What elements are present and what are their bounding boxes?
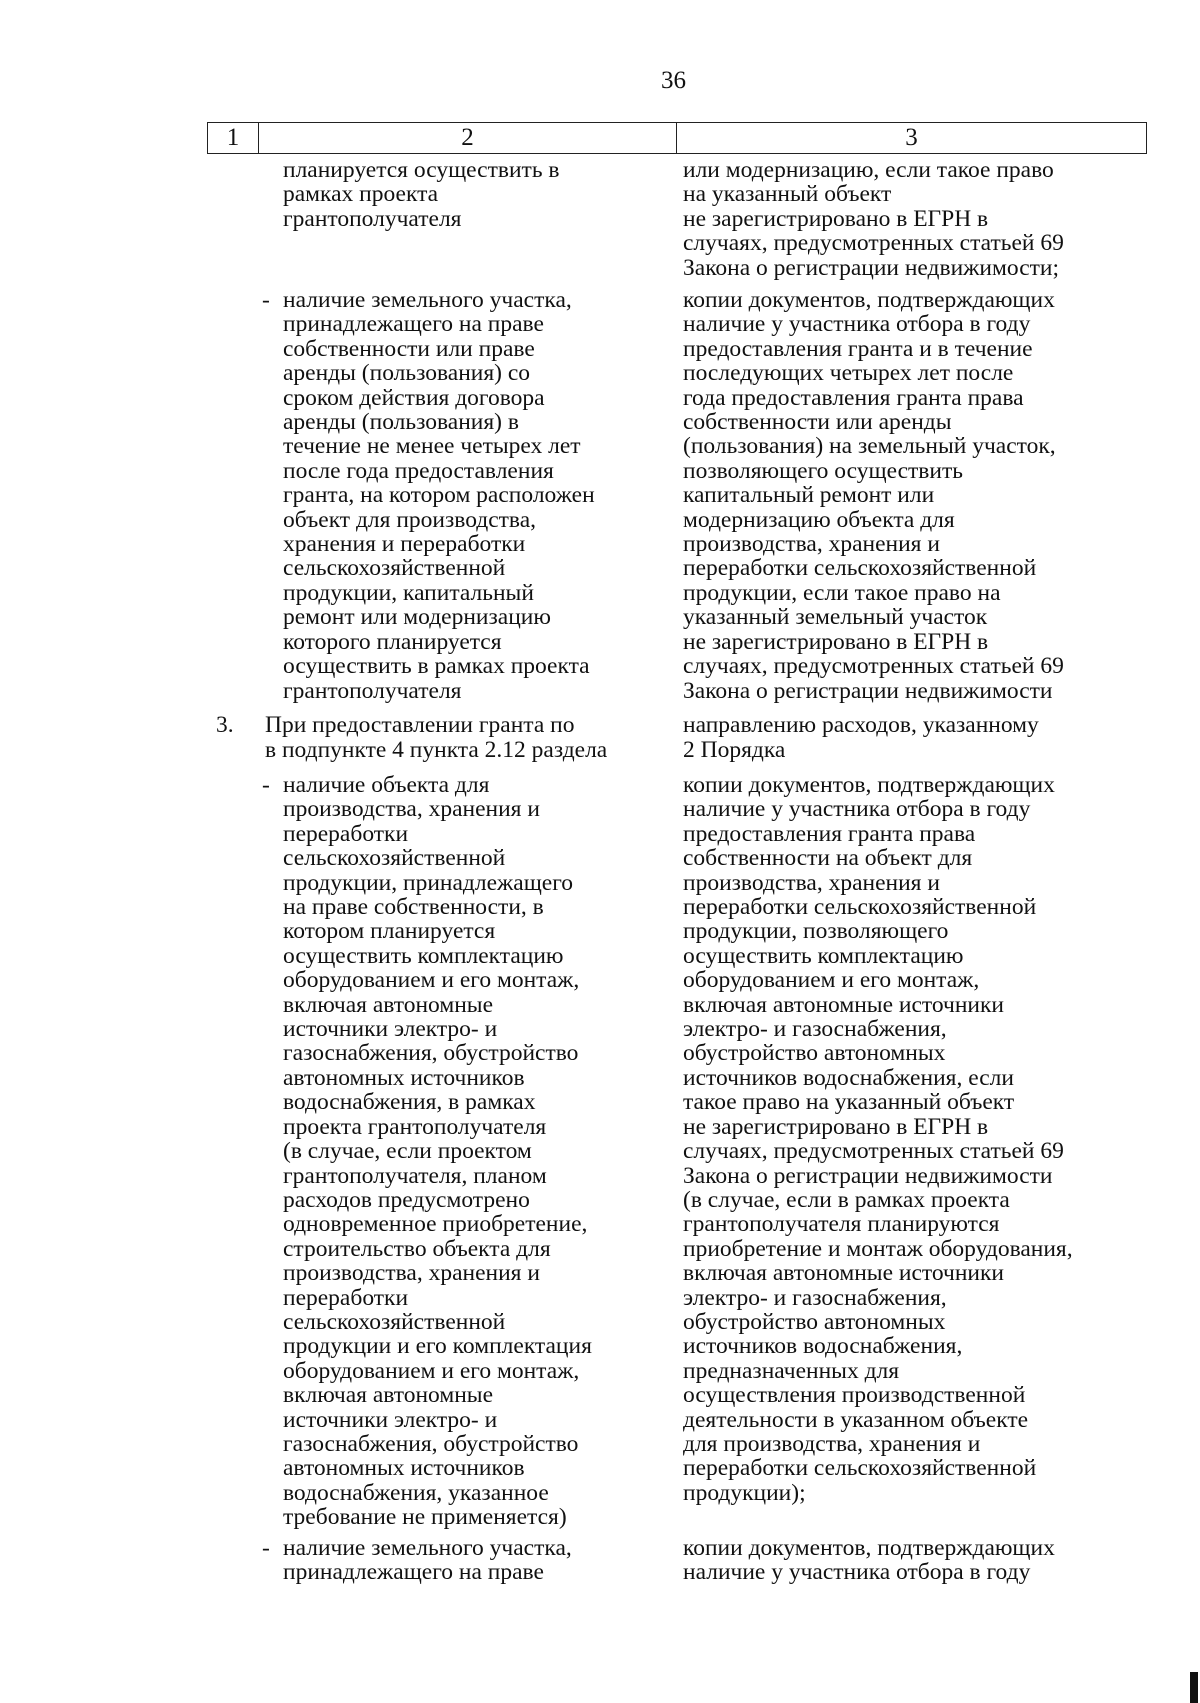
- block2-dash: -: [262, 287, 270, 313]
- table-header-col-1: 1: [208, 123, 259, 153]
- page-number: 36: [661, 67, 686, 94]
- block1-requirement: планируется осуществить в рамках проекта грантополучателя: [283, 157, 560, 232]
- block3-dash: -: [262, 772, 270, 798]
- table-header-row: [207, 122, 1147, 154]
- block3-requirement: наличие объекта для производства, хранения и переработки сельскохозяйственной продукции, принадлежащего на праве собственности, в котором планируется осуществить комплектацию оборудованием и его монтаж, включая автономные источники электро- и газоснабжения, обустройство автономных источников водоснабжения, в рамках проекта грантополучателя (в случае, если проектом грантополучателя, планом расходов предусмотрено одновременное приобретение, строительство объекта для производства, хранения и переработки сельскохозяйственной продукции и его комплектация оборудованием и его монтаж, включая автономные источники электро- и газоснабжения, обустройство автономных источников водоснабжения, указанное требование не применяется): [283, 772, 592, 1531]
- table-header-col-2: 2: [259, 123, 677, 153]
- block4-dash: -: [262, 1535, 270, 1561]
- section-3-heading-line1-right: направлению расходов, указанному: [683, 712, 1039, 738]
- block4-requirement: наличие земельного участка, принадлежащего на праве: [283, 1535, 572, 1586]
- block2-requirement: наличие земельного участка, принадлежащего на праве собственности или праве аренды (пользования) со сроком действия договора аренды (пользования) в течение не менее четырех лет после года предоставления гранта, на котором расположен объект для производства, хранения и переработки сельскохозяйственной продукции, капитальный ремонт или модернизацию которого планируется осуществить в рамках проекта грантополучателя: [283, 287, 595, 704]
- block1-documents: или модернизацию, если такое право на указанный объект не зарегистрировано в ЕГРН в случаях, предусмотренных статьей 69 Закона о регистрации недвижимости;: [683, 157, 1064, 281]
- block4-documents: копии документов, подтверждающих наличие у участника отбора в году: [683, 1535, 1055, 1586]
- section-3-number: 3.: [216, 712, 234, 738]
- scan-edge-mark: [1190, 1672, 1198, 1703]
- block2-documents: копии документов, подтверждающих наличие у участника отбора в году предоставления гранта и в течение последующих четырех лет после года предоставления гранта права собственности или аренды (пользования) на земельный участок, позволяющего осуществить капитальный ремонт или модернизацию объекта для производства, хранения и переработки сельскохозяйственной продукции, если такое право на указанный земельный участок не зарегистрировано в ЕГРН в случаях, предусмотренных статьей 69 Закона о регистрации недвижимости: [683, 287, 1064, 704]
- block3-documents: копии документов, подтверждающих наличие у участника отбора в году предоставления гранта права собственности на объект для производства, хранения и переработки сельскохозяйственной продукции, позволяющего осуществить комплектацию оборудованием и его монтаж, включая автономные источники электро- и газоснабжения, обустройство автономных источников водоснабжения, если такое право на указанный объект не зарегистрировано в ЕГРН в случаях, предусмотренных статьей 69 Закона о регистрации недвижимости (в случае, если в рамках проекта грантополучателя планируются приобретение и монтаж оборудования, включая автономные источники электро- и газоснабжения, обустройство автономных источников водоснабжения, предназначенных для осуществления производственной деятельности в указанном объекте для производства, хранения и переработки сельскохозяйственной продукции);: [683, 772, 1073, 1506]
- table-header-col-3: 3: [905, 124, 918, 151]
- section-3-heading-line2-right: 2 Порядка: [683, 737, 786, 763]
- section-3-heading-line1-left: При предоставлении гранта по: [265, 712, 575, 738]
- section-3-heading-line2-left: в подпункте 4 пункта 2.12 раздела: [265, 737, 608, 763]
